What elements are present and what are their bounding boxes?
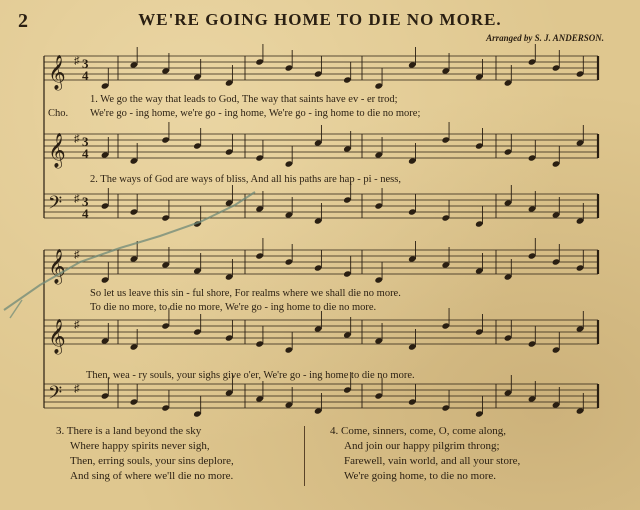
- verse-4-line-1: 4. Come, sinners, come, O, come along,: [330, 425, 506, 437]
- time-signature-denominator: 4: [82, 68, 89, 83]
- verse-3-line-1: 3. There is a land beyond the sky: [56, 425, 202, 437]
- treble-clef-icon: 𝄞: [48, 133, 66, 168]
- lyrics-line-b: To die no more, to die no more, We're go - ing home to die no more.: [90, 302, 377, 313]
- sharp-icon: ♯: [74, 383, 80, 395]
- time-signature-denominator: 4: [82, 206, 89, 221]
- lyrics-line-c: Then, wea - ry souls, your sighs give o'er, We're go - ing home to die no more.: [86, 370, 415, 381]
- bass-clef-icon: 𝄢: [48, 383, 63, 408]
- lyrics-chorus: We're go - ing home, we're go - ing home, We're go - ing home to die no more;: [90, 108, 421, 119]
- verse-4-line-3: Farewell, vain world, and all your store,: [344, 455, 521, 467]
- sharp-icon: ♯: [74, 249, 80, 261]
- page-title: WE'RE GOING HOME TO DIE NO MORE.: [138, 10, 502, 29]
- time-signature-numerator: 3: [82, 56, 89, 71]
- time-signature-numerator: 3: [82, 134, 89, 149]
- time-signature-denominator: 4: [82, 146, 89, 161]
- time-signature-numerator: 3: [82, 194, 89, 209]
- sharp-icon: ♯: [74, 55, 80, 67]
- treble-clef-icon: 𝄞: [48, 249, 66, 284]
- page-number: 2: [18, 10, 28, 32]
- sharp-icon: ♯: [74, 319, 80, 331]
- treble-clef-icon: 𝄞: [48, 55, 66, 90]
- sharp-icon: ♯: [74, 133, 80, 145]
- lyrics-verse-2: 2. The ways of God are ways of bliss, And all his paths are hap - pi - ness,: [90, 174, 401, 185]
- lyrics-verse-1: 1. We go the way that leads to God, The way that saints have ev - er trod;: [90, 94, 398, 105]
- chorus-label: Cho.: [48, 108, 69, 119]
- verse-3-line-3: Then, erring souls, your sins deplore,: [70, 455, 234, 467]
- arranger-credit: Arranged by S. J. ANDERSON.: [486, 33, 604, 43]
- sharp-icon: ♯: [74, 193, 80, 205]
- verse-4-line-4: We're going home, to die no more.: [344, 470, 497, 482]
- verse-3-line-4: And sing of where we'll die no more.: [70, 470, 234, 482]
- verse-3-line-2: Where happy spirits never sigh,: [70, 440, 210, 452]
- verse-4-line-2: And join our happy pilgrim throng;: [344, 440, 500, 452]
- lyrics-line-a: So let us leave this sin - ful shore, For realms where we shall die no more.: [90, 288, 401, 299]
- bass-clef-icon: 𝄢: [48, 193, 63, 218]
- treble-clef-icon: 𝄞: [48, 319, 66, 354]
